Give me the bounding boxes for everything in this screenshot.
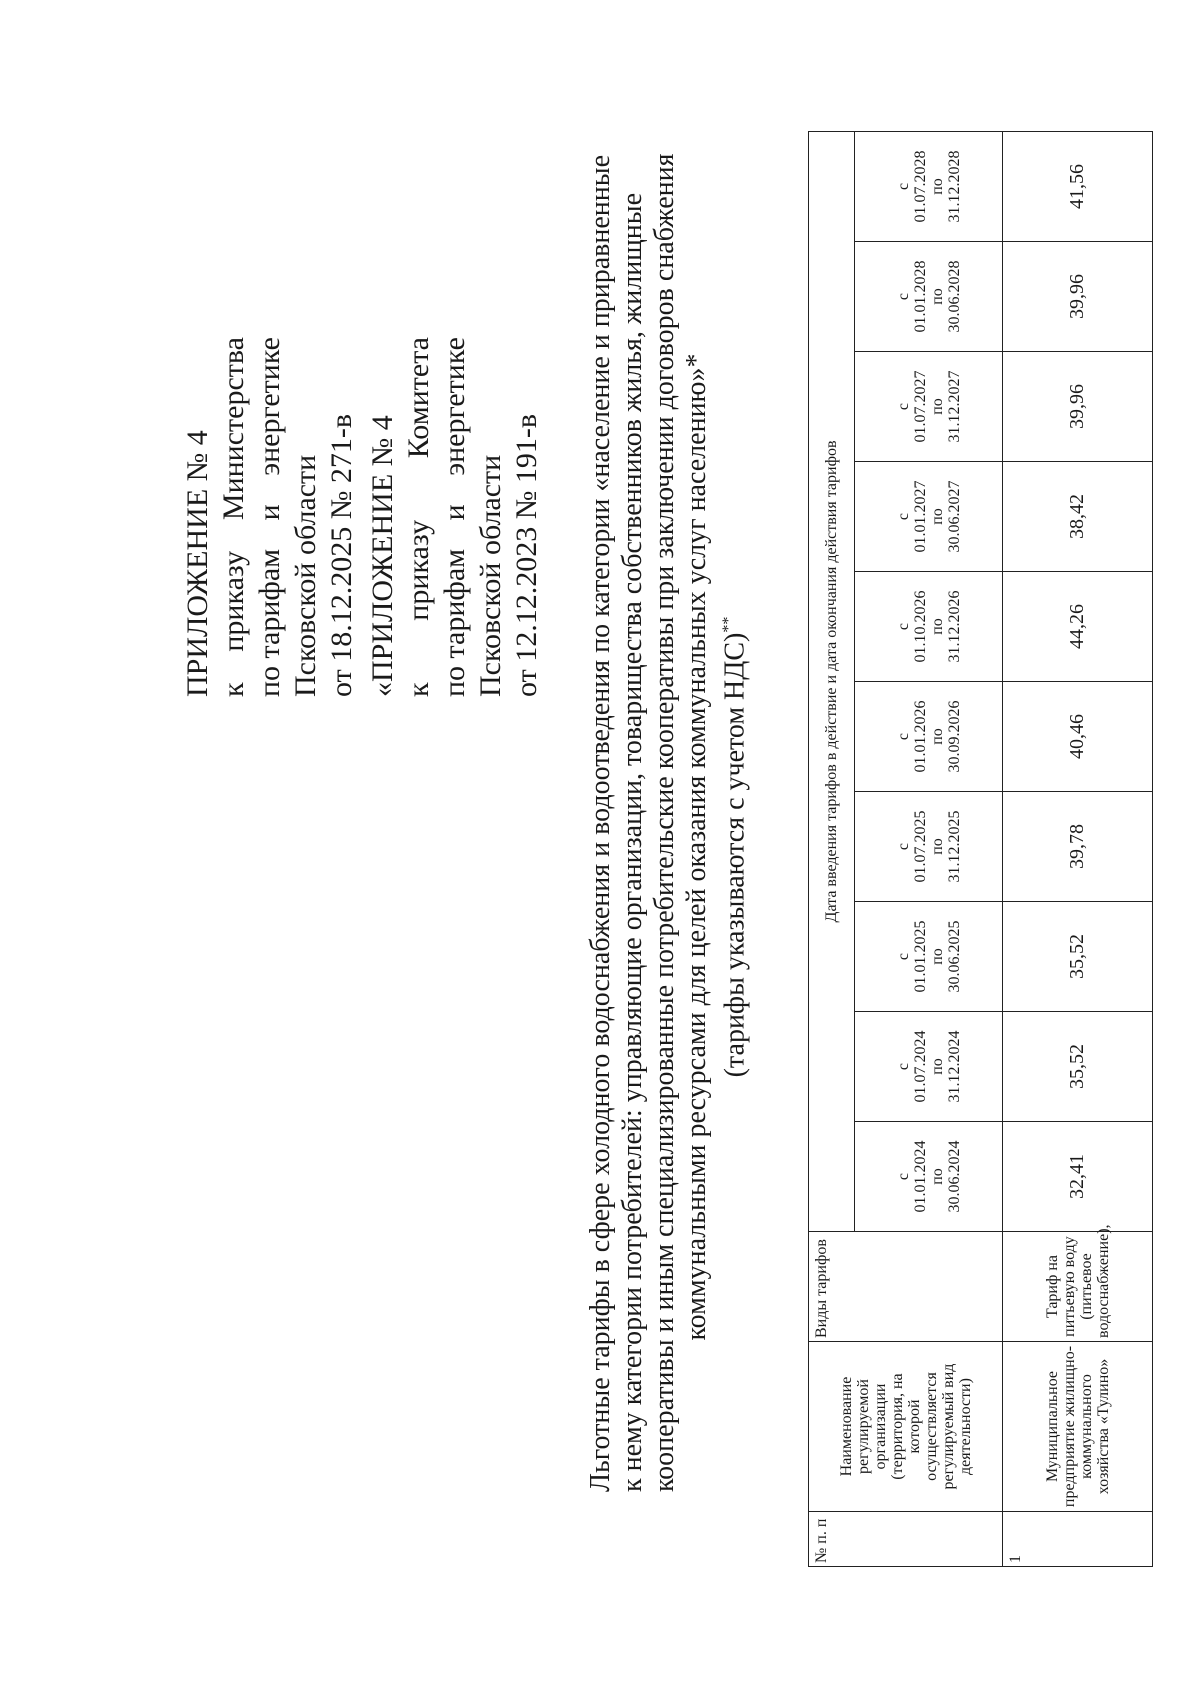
appendix-authority-line: [437, 337, 473, 697]
header-number: № п. п: [809, 1512, 1003, 1567]
period-from: с: [894, 732, 912, 741]
footnote-mark: **: [720, 616, 737, 633]
period-from: с: [894, 1172, 912, 1181]
appendix-authority-line: [252, 337, 288, 697]
header-organization: Наименование регулируемой организации (территория, на которой осуществляется регулируемый вид деятельности): [809, 1342, 1003, 1512]
period-start: 01.10.2026: [911, 590, 929, 663]
title-vat-note: [713, 202, 751, 1492]
tariff-value: 40,46: [1003, 682, 1153, 792]
word: по тарифам: [253, 548, 286, 697]
period-end: 30.09.2026: [945, 700, 963, 773]
period-end: 30.06.2027: [945, 480, 963, 553]
document-title: [585, 153, 751, 1492]
tariff-value: 39,78: [1003, 792, 1153, 902]
tariff-value: 39,96: [1003, 242, 1153, 352]
period-from: с: [894, 1062, 912, 1071]
tariff-value: 44,26: [1003, 572, 1153, 682]
appendix-order-line: [216, 337, 252, 697]
table-row: [1003, 131, 1153, 1566]
header-period: [855, 131, 1003, 241]
period-end: 31.12.2026: [945, 590, 963, 663]
period-to: по: [928, 398, 946, 415]
period-from: с: [894, 622, 912, 631]
header-period: [855, 792, 1003, 902]
word: и: [253, 504, 286, 521]
period-start: 01.01.2025: [911, 920, 929, 993]
word: Министерства: [217, 337, 250, 521]
period-to: по: [928, 618, 946, 635]
header-period: [855, 1012, 1003, 1122]
period-from: с: [894, 402, 912, 411]
appendix-region: Псковской области: [289, 454, 322, 697]
tariff-value: 35,52: [1003, 1012, 1153, 1122]
header-period: [855, 902, 1003, 1012]
header-dates-group: Дата введения тарифов в действие и дата окончания действия тарифов: [809, 131, 855, 1231]
row-organization: Муниципальное предприятие жилищно-коммунального хозяйства «Тулино»: [1003, 1342, 1153, 1512]
word: энергетике: [438, 337, 471, 476]
period-end: 30.06.2024: [945, 1140, 963, 1213]
period-end: 31.12.2027: [945, 370, 963, 443]
header-period: [855, 1122, 1003, 1232]
period-start: 01.07.2027: [911, 370, 929, 443]
word: приказу: [217, 550, 250, 652]
word: энергетике: [253, 337, 286, 476]
word: к: [402, 682, 435, 697]
tariff-value: 35,52: [1003, 902, 1153, 1012]
tariff-value: 38,42: [1003, 462, 1153, 572]
period-from: с: [894, 952, 912, 961]
appendix-title: «ПРИЛОЖЕНИЕ № 4: [366, 415, 399, 697]
period-end: 31.12.2024: [945, 1030, 963, 1103]
period-start: 01.01.2027: [911, 480, 929, 553]
title-line: кооперативы и иным специализированные потребительские кооперативы при заключении договоров снабжения: [649, 153, 680, 1492]
word: приказу: [402, 519, 435, 621]
header-period: [855, 242, 1003, 352]
row-number: 1: [1003, 1512, 1153, 1567]
header-tariff-kind: Виды тарифов: [809, 1232, 1003, 1342]
word: и: [438, 504, 471, 521]
header-period: [855, 352, 1003, 462]
period-from: с: [894, 512, 912, 521]
period-to: по: [928, 178, 946, 195]
period-from: с: [894, 842, 912, 851]
title-line: Льготные тарифы в сфере холодного водоснабжения и водоотведения по категории «население и приравненные: [585, 155, 616, 1492]
header-period: [855, 462, 1003, 572]
appendix-region: Псковской области: [474, 454, 507, 697]
tariff-table: [808, 131, 1153, 1567]
header-period: [855, 682, 1003, 792]
word: по тарифам: [438, 548, 471, 697]
tariff-value: 41,56: [1003, 131, 1153, 241]
tariff-value: 32,41: [1003, 1122, 1153, 1232]
period-to: по: [928, 288, 946, 305]
title-line: к нему категории потребителей: управляющие организации, товарищества собственников жилья, жилищные: [617, 192, 648, 1492]
period-to: по: [928, 1168, 946, 1185]
period-start: 01.07.2028: [911, 150, 929, 223]
period-start: 01.07.2024: [911, 1030, 929, 1103]
period-start: 01.07.2025: [911, 810, 929, 883]
row-tariff-kind: Тариф на питьевую воду (питьевое водоснабжение),: [1003, 1232, 1153, 1342]
appendix-order-line: [401, 337, 437, 697]
period-from: с: [894, 292, 912, 301]
appendix-date-number: от 18.12.2025 № 271-в: [325, 414, 358, 697]
period-end: 31.12.2028: [945, 150, 963, 223]
period-from: с: [894, 182, 912, 191]
appendix-current-header: [180, 337, 360, 697]
period-end: 30.06.2028: [945, 260, 963, 333]
appendix-date-number: от 12.12.2023 № 191-в: [510, 414, 543, 697]
appendix-title: ПРИЛОЖЕНИЕ № 4: [181, 430, 214, 697]
period-to: по: [928, 948, 946, 965]
period-to: по: [928, 728, 946, 745]
tariff-value: 39,96: [1003, 352, 1153, 462]
vat-note-text: (тарифы указываются с учетом НДС): [719, 632, 751, 1078]
title-line: коммунальными ресурсами для целей оказания коммунальных услуг населению»*: [681, 353, 712, 1341]
header-period: [855, 572, 1003, 682]
period-to: по: [928, 1058, 946, 1075]
word: Комитета: [402, 337, 435, 459]
table-body: [1003, 131, 1153, 1566]
appendix-previous-header: [365, 337, 545, 697]
period-end: 31.12.2025: [945, 810, 963, 883]
period-to: по: [928, 508, 946, 525]
period-start: 01.01.2024: [911, 1140, 929, 1213]
period-end: 30.06.2025: [945, 920, 963, 993]
period-start: 01.01.2026: [911, 700, 929, 773]
word: к: [217, 682, 250, 697]
period-to: по: [928, 838, 946, 855]
period-start: 01.01.2028: [911, 260, 929, 333]
